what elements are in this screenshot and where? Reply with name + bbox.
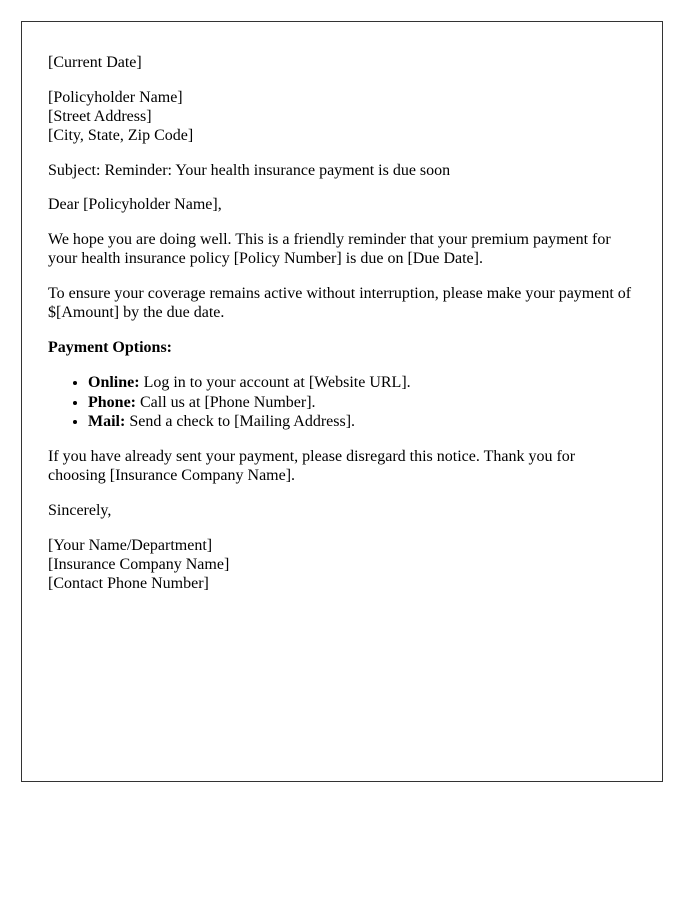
signature-phone-line: [Contact Phone Number] — [48, 574, 209, 592]
payment-option-online-text: Log in to your account at [Website URL]. — [139, 373, 411, 391]
disregard-paragraph: If you have already sent your payment, please disregard this notice. Thank you for choosing [Insurance Company Name]. — [48, 448, 576, 485]
recipient-block — [48, 89, 632, 146]
signature-company-line: [Insurance Company Name] — [48, 555, 230, 573]
payment-options-heading: Payment Options: — [48, 338, 172, 356]
signature-block — [48, 537, 632, 594]
subject-line: Subject: Reminder: Your health insurance payment is due soon — [48, 161, 451, 179]
date-line — [48, 54, 632, 73]
recipient-name-line: [Policyholder Name] — [48, 88, 183, 106]
payment-option-mail-label: Mail: — [88, 413, 126, 431]
payment-option-online — [88, 374, 632, 393]
payment-option-mail-text: Send a check to [Mailing Address]. — [125, 413, 356, 431]
body-paragraph-coverage: To ensure your coverage remains active without interruption, please make your payment of $[Amount] by the due date. — [48, 285, 632, 321]
payment-option-online-label: Online: — [88, 373, 140, 391]
recipient-city-line: [City, State, Zip Code] — [48, 126, 194, 144]
signoff-line: Sincerely, — [48, 502, 112, 519]
payment-option-mail — [88, 413, 632, 432]
recipient-street-line: [Street Address] — [48, 107, 152, 125]
payment-option-phone — [88, 394, 632, 413]
payment-options-list — [48, 374, 632, 433]
body-paragraph-reminder: We hope you are doing well. This is a friendly reminder that your premium payment for your health insurance policy [Policy Number] is due on [Due Date]. — [48, 231, 611, 268]
date-placeholder: [Current Date] — [48, 54, 142, 71]
signature-name-line: [Your Name/Department] — [48, 536, 213, 554]
letter-page — [21, 21, 663, 782]
salutation-line: Dear [Policyholder Name], — [48, 196, 222, 214]
payment-option-phone-text: Call us at [Phone Number]. — [136, 393, 316, 411]
payment-option-phone-label: Phone: — [88, 393, 136, 411]
